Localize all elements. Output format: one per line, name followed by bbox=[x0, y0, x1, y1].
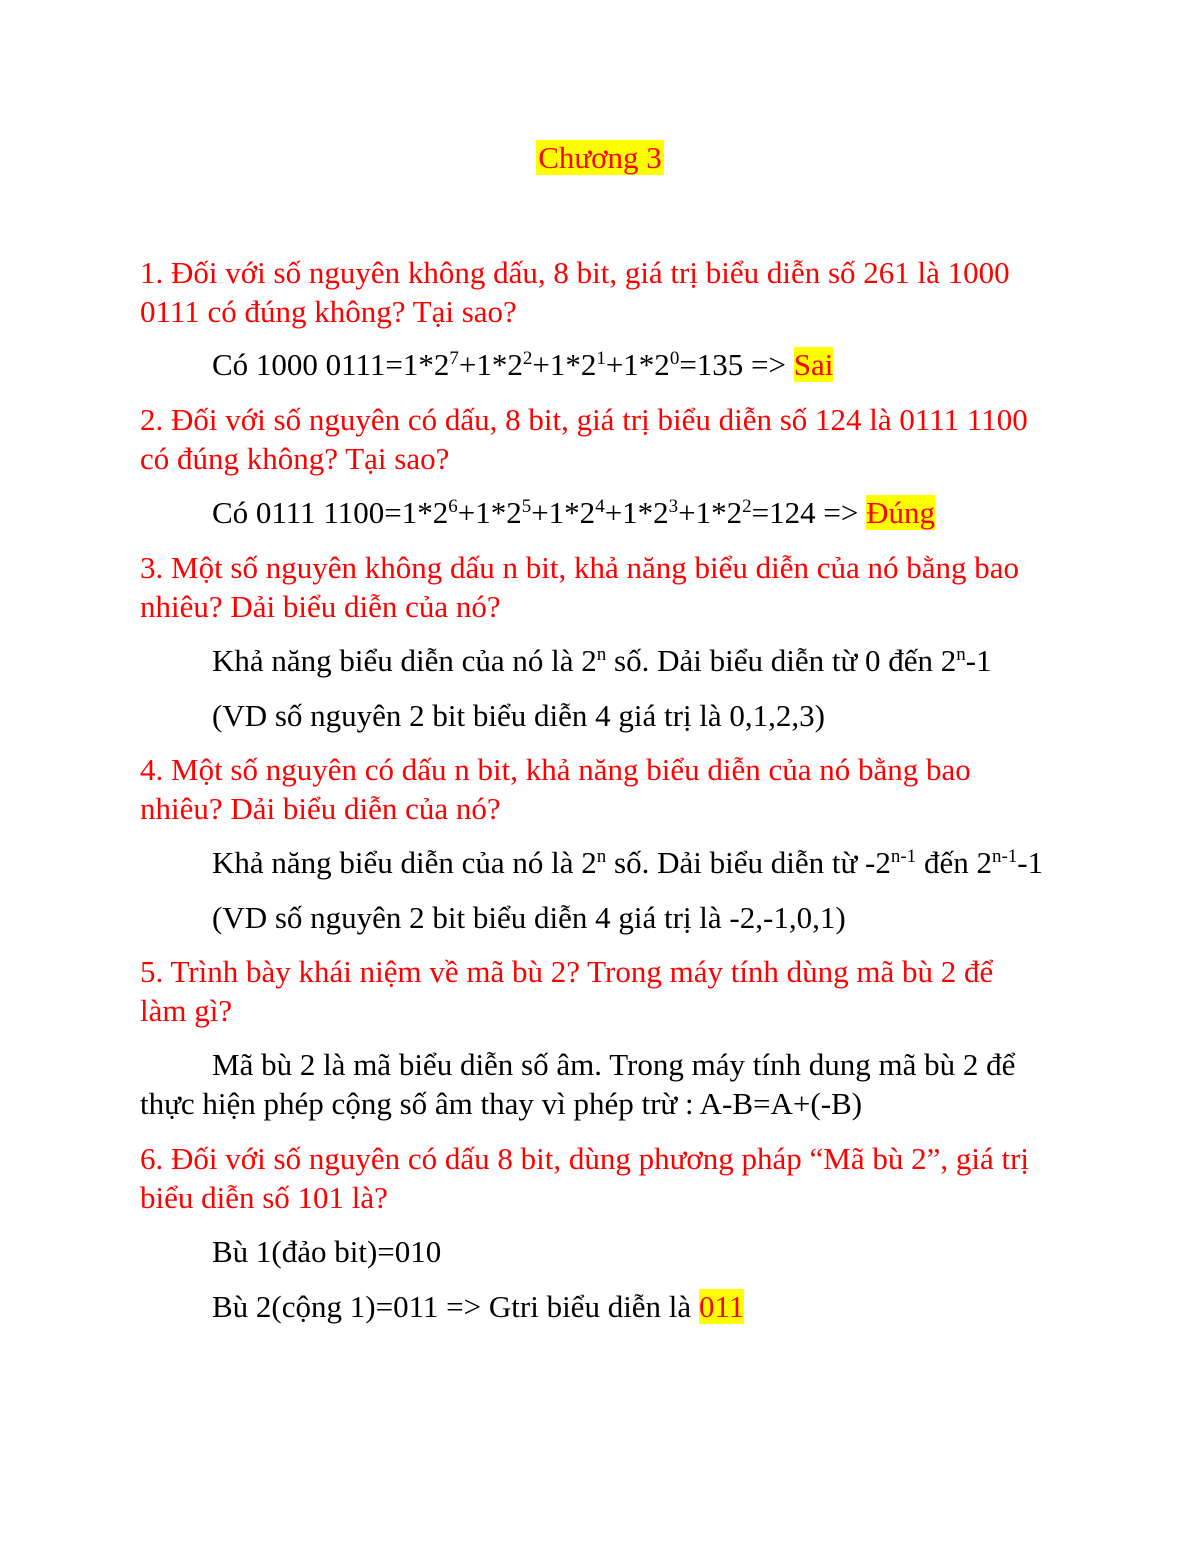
chapter-title-text: Chương 3 bbox=[538, 140, 662, 175]
question-1-line-1: 1. Đối với số nguyên không dấu, 8 bit, giá trị biểu diễn số 261 là 1000 bbox=[140, 255, 1010, 290]
answer-1 bbox=[212, 345, 1112, 384]
exponent: 6 bbox=[448, 496, 458, 517]
answer-2-verdict: Đúng bbox=[866, 495, 935, 530]
answer-3-text: -1 bbox=[965, 643, 992, 678]
exponent: n bbox=[956, 644, 966, 665]
answer-6-line-2 bbox=[212, 1287, 1112, 1326]
answer-4-text: Khả năng biểu diễn của nó là 2 bbox=[212, 845, 597, 880]
question-2-line-2: có đúng không? Tại sao? bbox=[140, 441, 450, 476]
exponent: n-1 bbox=[890, 846, 917, 867]
answer-2-text: Có 0111 1100=1*2 bbox=[212, 495, 449, 530]
question-3-line-2: nhiêu? Dải biểu diễn của nó? bbox=[140, 589, 501, 624]
answer-3-line-1 bbox=[212, 641, 1112, 680]
answer-2-text: +1*2 bbox=[678, 495, 743, 530]
answer-1-text: Có 1000 0111=1*2 bbox=[212, 347, 450, 382]
question-4-line-1: 4. Một số nguyên có dấu n bit, khả năng biểu diễn của nó bằng bao bbox=[140, 752, 971, 787]
answer-1-text: +1*2 bbox=[605, 347, 670, 382]
answer-4-text: số. Dải biểu diễn từ -2 bbox=[606, 845, 891, 880]
answer-1-text: +1*2 bbox=[532, 347, 597, 382]
question-1-line-2: 0111 có đúng không? Tại sao? bbox=[140, 294, 517, 329]
question-5-line-1: 5. Trình bày khái niệm về mã bù 2? Trong máy tính dùng mã bù 2 để bbox=[140, 954, 994, 989]
exponent: 2 bbox=[522, 348, 533, 369]
question-3-line-1: 3. Một số nguyên không dấu n bit, khả năng biểu diễn của nó bằng bao bbox=[140, 550, 1020, 585]
answer-2 bbox=[212, 493, 1112, 532]
answer-3-line-2: (VD số nguyên 2 bit biểu diễn 4 giá trị là 0,1,2,3) bbox=[212, 698, 826, 733]
answer-6-line-1: Bù 1(đảo bit)=010 bbox=[212, 1234, 442, 1269]
question-6-line-2: biểu diễn số 101 là? bbox=[140, 1180, 388, 1215]
answer-2-text: +1*2 bbox=[604, 495, 669, 530]
answer-5-line-2: thực hiện phép cộng số âm thay vì phép trừ : A-B=A+(-B) bbox=[140, 1086, 863, 1121]
answer-6-value: 011 bbox=[698, 1289, 745, 1324]
answer-3-text: số. Dải biểu diễn từ 0 đến 2 bbox=[606, 643, 957, 678]
answer-4-text: đến 2 bbox=[916, 845, 992, 880]
answer-4-line-1 bbox=[212, 843, 1112, 882]
exponent: 7 bbox=[449, 348, 459, 369]
exponent: n-1 bbox=[991, 846, 1018, 867]
chapter-title bbox=[0, 138, 1200, 178]
answer-1-verdict: Sai bbox=[793, 347, 834, 382]
question-4-line-2: nhiêu? Dải biểu diễn của nó? bbox=[140, 791, 501, 826]
answer-2-text: +1*2 bbox=[457, 495, 522, 530]
answer-2-text: +1*2 bbox=[531, 495, 596, 530]
exponent: n bbox=[596, 846, 607, 867]
answer-1-text: +1*2 bbox=[458, 347, 523, 382]
question-5-line-2: làm gì? bbox=[140, 993, 233, 1028]
exponent: n bbox=[596, 644, 607, 665]
answer-2-text: =124 => bbox=[751, 495, 867, 530]
exponent: 3 bbox=[668, 496, 679, 517]
answer-4-line-2: (VD số nguyên 2 bit biểu diễn 4 giá trị là -2,-1,0,1) bbox=[212, 900, 846, 935]
answer-4-text: -1 bbox=[1017, 845, 1044, 880]
answer-1-text: =135 => bbox=[679, 347, 794, 382]
exponent: 5 bbox=[521, 496, 532, 517]
answer-6-text: Bù 2(cộng 1)=011 => Gtri biểu diễn là bbox=[212, 1289, 699, 1324]
question-2-line-1: 2. Đối với số nguyên có dấu, 8 bit, giá trị biểu diễn số 124 là 0111 1100 bbox=[140, 402, 1028, 437]
exponent: 4 bbox=[595, 496, 605, 517]
exponent: 2 bbox=[742, 496, 752, 517]
answer-5-line-1: Mã bù 2 là mã biểu diễn số âm. Trong máy tính dung mã bù 2 để bbox=[212, 1047, 1016, 1082]
answer-3-text: Khả năng biểu diễn của nó là 2 bbox=[212, 643, 597, 678]
exponent: 0 bbox=[669, 348, 680, 369]
question-6-line-1: 6. Đối với số nguyên có dấu 8 bit, dùng phương pháp “Mã bù 2”, giá trị bbox=[140, 1141, 1030, 1176]
exponent: 1 bbox=[596, 348, 606, 369]
